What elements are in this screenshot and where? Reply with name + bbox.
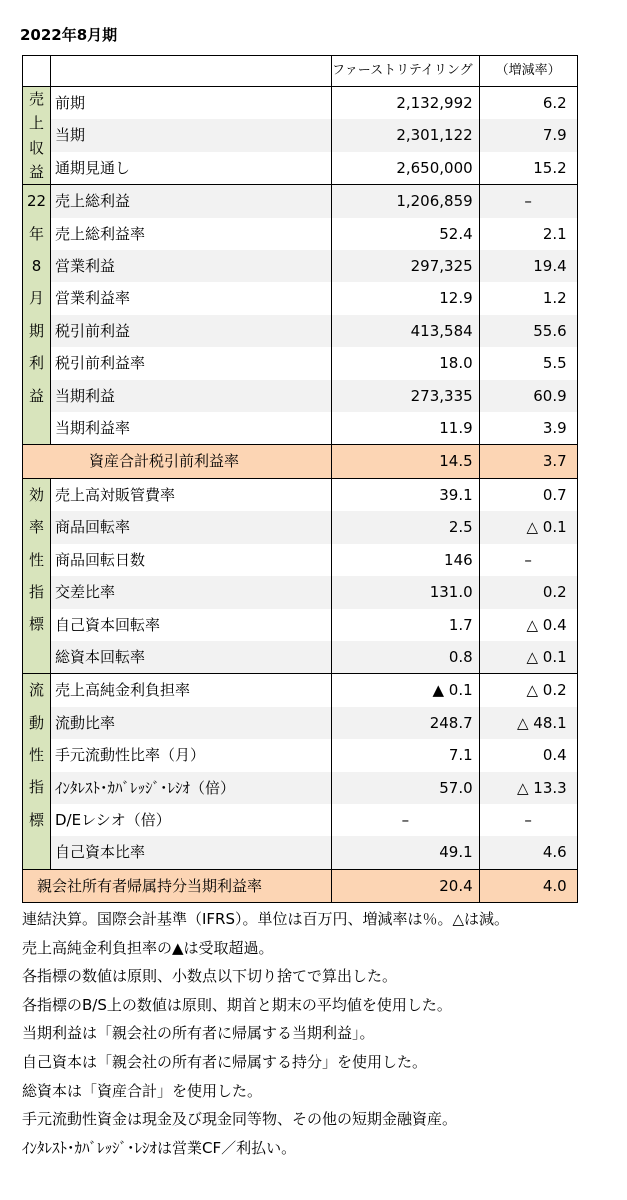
row-value: 0.8	[332, 641, 480, 674]
note-line: 当期利益は「親会社の所有者に帰属する当期利益」。	[22, 1024, 375, 1043]
table-row	[23, 315, 578, 347]
row-label: D/Eレシオ（倍）	[51, 804, 332, 836]
row-value: 131.0	[332, 576, 480, 608]
row-change: 4.0	[479, 869, 577, 902]
row-label: 当期利益率	[51, 412, 332, 445]
row-value: –	[332, 804, 480, 836]
row-change: △ 0.1	[479, 511, 577, 543]
row-change: 0.2	[479, 576, 577, 608]
row-label: 営業利益率	[51, 282, 332, 314]
table-row	[23, 576, 578, 608]
row-change: △ 0.4	[479, 609, 577, 641]
row-value: 39.1	[332, 478, 480, 511]
table-row	[23, 804, 578, 836]
row-change: 6.2	[479, 87, 577, 120]
header-company: ファーストリテイリング	[332, 56, 480, 87]
row-label: 営業利益	[51, 250, 332, 282]
row-value: 1.7	[332, 609, 480, 641]
row-value: 12.9	[332, 282, 480, 314]
row-value: ▲ 0.1	[332, 674, 480, 707]
note-line: 自己資本は「親会社の所有者に帰属する持分」を使用した。	[22, 1052, 428, 1071]
row-label: 親会社所有者帰属持分当期利益率	[23, 869, 332, 902]
row-change: 1.2	[479, 282, 577, 314]
row-change: 4.6	[479, 836, 577, 869]
row-change: –	[479, 544, 577, 576]
group-label-efficiency: 効 率 性 指 標	[23, 478, 51, 673]
row-value: 11.9	[332, 412, 480, 445]
table-row	[23, 772, 578, 804]
notes	[22, 905, 509, 1162]
row-change: 60.9	[479, 380, 577, 412]
table-row	[23, 185, 578, 218]
group-label-sales: 売 上 収 益	[23, 87, 51, 185]
row-label: 流動比率	[51, 707, 332, 739]
row-label: 当期	[51, 119, 332, 151]
table-row	[23, 347, 578, 379]
row-change: 5.5	[479, 347, 577, 379]
table-row	[23, 250, 578, 282]
row-value: 1,206,859	[332, 185, 480, 218]
row-change: –	[479, 185, 577, 218]
table-row	[23, 544, 578, 576]
row-label: 総資本回転率	[51, 641, 332, 674]
row-value: 2.5	[332, 511, 480, 543]
row-change: 19.4	[479, 250, 577, 282]
row-label: 商品回転率	[51, 511, 332, 543]
row-label: 資産合計税引前利益率	[23, 445, 332, 478]
row-label: 商品回転日数	[51, 544, 332, 576]
table-row	[23, 609, 578, 641]
row-change: 3.9	[479, 412, 577, 445]
note-line: 連結決算。国際会計基準（IFRS）。単位は百万円、増減率は％。△は減。	[22, 910, 510, 928]
table-row-highlight	[23, 869, 578, 902]
row-value: 49.1	[332, 836, 480, 869]
row-value: 413,584	[332, 315, 480, 347]
row-value: 57.0	[332, 772, 480, 804]
row-value: 20.4	[332, 869, 480, 902]
row-label: 税引前利益率	[51, 347, 332, 379]
row-label: 前期	[51, 87, 332, 120]
table-row	[23, 218, 578, 250]
row-label: 売上総利益	[51, 185, 332, 218]
row-change: △ 48.1	[479, 707, 577, 739]
page-title: 2022年8月期	[20, 26, 118, 44]
table-row	[23, 739, 578, 771]
row-change: 15.2	[479, 152, 577, 185]
row-value: 146	[332, 544, 480, 576]
row-value: 7.1	[332, 739, 480, 771]
row-value: 248.7	[332, 707, 480, 739]
row-change: 7.9	[479, 119, 577, 151]
row-change: 3.7	[479, 445, 577, 478]
note-line: 売上高純金利負担率の▲は受取超過。	[22, 938, 274, 957]
financial-table	[22, 55, 578, 903]
row-label: 売上高純金利負担率	[51, 674, 332, 707]
row-change: 2.1	[479, 218, 577, 250]
row-label: 自己資本回転率	[51, 609, 332, 641]
table-row	[23, 836, 578, 869]
row-value: 2,301,122	[332, 119, 480, 151]
note-line: 各指標のB/S上の数値は原則、期首と期末の平均値を使用した。	[22, 995, 452, 1014]
row-change: △ 0.1	[479, 641, 577, 674]
table-row	[23, 478, 578, 511]
row-label: 手元流動性比率（月）	[51, 739, 332, 771]
row-value: 18.0	[332, 347, 480, 379]
note-line: ｲﾝﾀﾚｽﾄ･ｶﾊﾞﾚｯｼﾞ･ﾚｼｵは営業CF／利払い。	[22, 1138, 297, 1157]
row-label: 交差比率	[51, 576, 332, 608]
row-label: 当期利益	[51, 380, 332, 412]
row-label: 自己資本比率	[51, 836, 332, 869]
row-value: 52.4	[332, 218, 480, 250]
row-label: 通期見通し	[51, 152, 332, 185]
row-value: 2,650,000	[332, 152, 480, 185]
row-value: 273,335	[332, 380, 480, 412]
row-value: 14.5	[332, 445, 480, 478]
row-label: 税引前利益	[51, 315, 332, 347]
row-value: 297,325	[332, 250, 480, 282]
table-row-highlight	[23, 445, 578, 478]
group-label-profit: 22 年 8 月 期 利 益	[23, 185, 51, 445]
note-line: 総資本は「資産合計」を使用した。	[22, 1081, 263, 1100]
row-change: 0.7	[479, 478, 577, 511]
row-change: 0.4	[479, 739, 577, 771]
table-row	[23, 282, 578, 314]
row-label: 売上総利益率	[51, 218, 332, 250]
row-label: 売上高対販管費率	[51, 478, 332, 511]
table-row	[23, 119, 578, 151]
table-row	[23, 674, 578, 707]
group-label-liquidity: 流 動 性 指 標	[23, 674, 51, 869]
row-change: △ 0.2	[479, 674, 577, 707]
row-change: △ 13.3	[479, 772, 577, 804]
table-row	[23, 380, 578, 412]
table-row	[23, 641, 578, 674]
note-line: 手元流動性資金は現金及び現金同等物、その他の短期金融資産。	[22, 1110, 458, 1129]
table-header-row	[23, 56, 578, 87]
table-row	[23, 152, 578, 185]
row-value: 2,132,992	[332, 87, 480, 120]
row-label: ｲﾝﾀﾚｽﾄ･ｶﾊﾞﾚｯｼﾞ･ﾚｼｵ（倍）	[51, 772, 332, 804]
table-row	[23, 511, 578, 543]
table-row	[23, 707, 578, 739]
table-row	[23, 412, 578, 445]
row-change: –	[479, 804, 577, 836]
table-row	[23, 87, 578, 120]
row-change: 55.6	[479, 315, 577, 347]
header-change: （増減率）	[479, 56, 577, 87]
note-line: 各指標の数値は原則、小数点以下切り捨てで算出した。	[22, 967, 398, 986]
